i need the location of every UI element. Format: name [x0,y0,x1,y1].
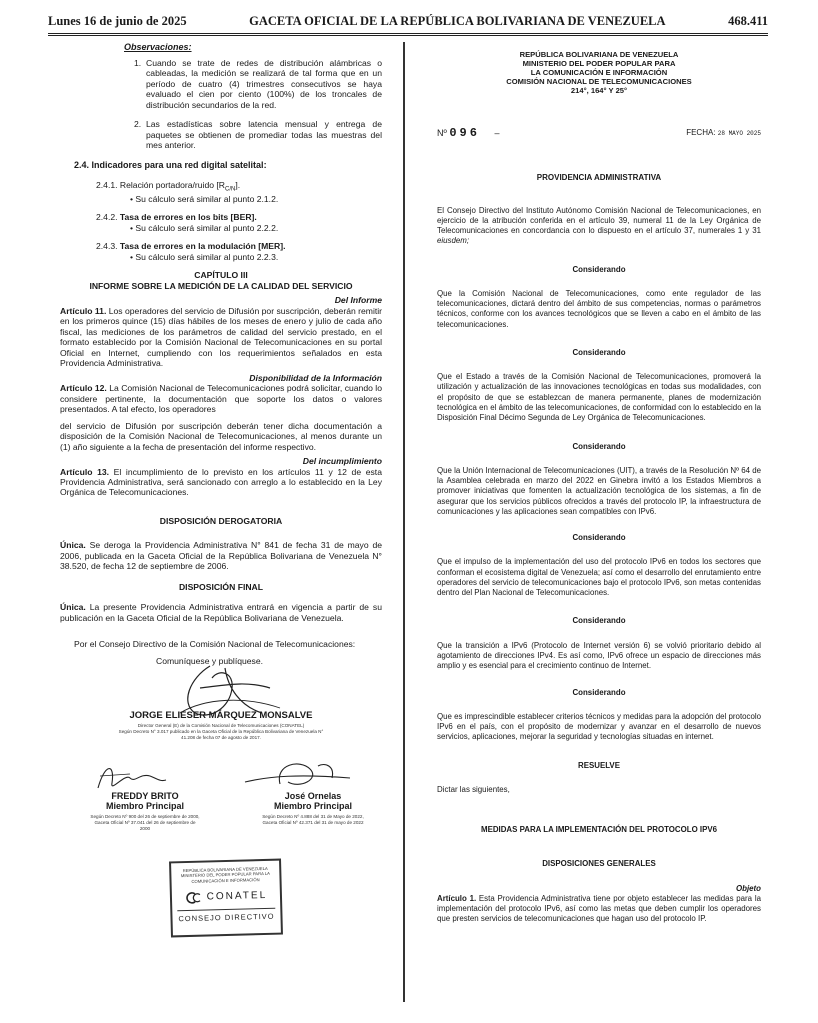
column-divider [403,42,405,1002]
considerando-heading: Considerando [572,687,626,697]
article-11: Artículo 11. Los operadores del servicio de Difusión por suscripción, deberán remitir en los primeros quince (15) días hábiles de los meses de enero y julio de cada año fiscal, las mediciones de los parámetros de calidad del servicio prestado, en el formato establecido por la Comisión Nacional de Telecomunicaciones en su portal Oficial en Internet, cumpliendo con los requerimientos señalados en esta Providencia Administrativa. [60,305,383,369]
signature-area [60,650,382,950]
signer-name: JORGE ELIESER MÁRQUEZ MONSALVE [129,709,313,721]
signer-ornelas-details: Según Decreto Nº 4.888 del 31 de Mayo de 2022, Gaceta Oficial Nº 42.371 del 31 de mayo de 2022 [262,813,364,825]
article-12: Artículo 12. La Comisión Nacional de Telecomunicaciones podrá solicitar, cuando lo considere pertinente, la documentación que soporte los datos o valores presentados. A tal efecto, los operadores [60,383,382,415]
signer-details: Director General (E) de la Comisión Nacional de Telecomunicaciones (CONATEL) Según Decreto N° 3.017 publicado en la Gaceta Oficial de la República Bolivariana de Venezuela N° 41.208 de fecha 07 de agosto de 2017. [118,722,324,740]
publish-line: Comuníquese y publíquese. [156,655,264,666]
considerando-heading: Considerando [572,533,626,543]
considerando-3: Que la Unión Internacional de Telecomunicaciones (UIT), a través de la Resolución Nº 64 de la Asamblea celebrada en marzo del 2022 en Ginebra invitó a los Estados Miembros a promover iniciativas que fomenten la actualización tecnológica de los sistemas, a fin de asegurar que los servicios públicos ofrecidos a través del protocolo IP, la infraestructura de comunicaciones y las aplicaciones sean compatibles con IPv6. [437,465,761,516]
signer-brito-details: Según Decreto Nº 900 del 26 de septiembre de 2000, Gaceta Oficial Nº 37.041 del 26 de septiembre de 2000 [90,813,200,831]
signer-ornelas: José Ornelas Miembro Principal [273,790,353,811]
header-title: GACETA OFICIAL DE LA REPÚBLICA BOLIVARIANA DE VENEZUELA [249,14,666,28]
considerando-heading: Considerando [572,264,626,274]
derogatory-text: Única. Se deroga la Providencia Administrativa N° 841 de fecha 31 de mayo de 2006, publicada en la Gaceta Oficial de la República Bolivariana de Venezuela N° 38.520, de fecha 12 de septiembre de 2006. [60,540,383,572]
article-side-title: Del Informe [334,295,382,306]
left-column [60,42,382,950]
list-item: 2. Las estadísticas sobre latencia mensual y entrega de paquetes se obtienen de promediar todas las muestras del mes anterior. [134,119,382,151]
header-date: Lunes 16 de junio de 2025 [48,14,187,28]
right-column [437,42,761,925]
gazette-header [48,10,768,36]
document-number: Nº 096 – [437,125,500,140]
institution-header: REPÚBLICA BOLIVARIANA DE VENEZUELA MINISTERIO DEL PODER POPULAR PARA LA COMUNICACIÓN E INFORMACIÓN COMISIÓN NACIONAL DE TELECOMUNICACIONES 214°, 164° Y 25° [506,50,692,96]
final-text: Única. La presente Providencia Administrativa entrará en vigencia a partir de su publicación en la Gaceta Oficial de la República Bolivariana de Venezuela. [60,602,382,623]
considerando-5: Que la transición a IPv6 (Protocolo de Internet versión 6) se volvió prioritario debido al agotamiento de direcciones IPv4. Es así como, IPv6 ofrece un espacio de direcciones más amplio y es esencial para el crecimiento continuo de Internet. [437,640,761,671]
signature-ornelas-image [240,754,360,794]
considerando-heading: Considerando [572,347,626,357]
chapter-title: INFORME SOBRE LA MEDICIÓN DE LA CALIDAD DEL SERVICIO [89,280,353,291]
observations-list [134,58,382,151]
article-side-title: Del incumplimiento [302,456,382,467]
council-line: Por el Consejo Directivo de la Comisión Nacional de Telecomunicaciones: [74,639,356,650]
considerando-1: Que la Comisión Nacional de Telecomunicaciones, como ente regulador de las telecomunicaciones, dictará dentro del ámbito de sus competencias, normas o parámetros técnicos, conforme con los avances tecnológicos que se lleven a cabo en el ámbito de las telecomunicaciones. [437,288,761,329]
final-title: DISPOSICIÓN FINAL [178,581,264,592]
article-1: Artículo 1. Esta Providencia Administrativa tiene por objeto establecer las medidas para la implementación del protocolo IPv6, así como las metas que deben cumplir los operadores que presten servicios de telecomunicaciones que hagan uso del protocolo IP. [437,893,761,924]
derogatory-title: DISPOSICIÓN DEROGATORIA [159,515,283,526]
article-12-continued: del servicio de Difusión por suscripción deberán tener dicha documentación a disposición de la Comisión Nacional de Telecomunicaciones, al menos durante un (1) año siguiente a la fecha de presentación del informe respectivo. [60,420,382,452]
intro-paragraph: El Consejo Directivo del Instituto Autónomo Comisión Nacional de Telecomunicaciones, en ejercicio de la atribución conferida en el artículo 39, numeral 11 de la Ley Orgánica de Telecomunicaciones en concordancia con lo dispuesto en el artículo 37, numerales 1 y 31 eiusdem; [437,205,761,246]
header-page-number: 468.411 [728,14,768,28]
conatel-logo-icon [185,891,203,903]
providencia-title: PROVIDENCIA ADMINISTRATIVA [536,173,662,183]
conatel-stamp: REPÚBLICA BOLIVARIANA DE VENEZUELA MINISTERIO DEL PODER POPULAR PARA LA COMUNICACIÓN E INFORMACIÓN CONATEL CONSEJO DIRECTIVO [169,858,283,937]
list-item: 1. Cuando se trate de redes de distribución alámbricas o cableadas, la medición se realizará de tal forma que en un período de cuatro (4) trimestres consecutivos se haya evaluado el cien por ciento (100%) de los troncales de distribución secundarios de la red. [134,57,382,110]
measures-title: MEDIDAS PARA LA IMPLEMENTACIÓN DEL PROTOCOLO IPV6 [481,825,717,835]
dictar-line: Dictar las siguientes, [437,784,510,794]
considerando-6: Que es imprescindible establecer criterios técnicos y medidas para la adopción del protocolo IPv6 en el país, con el propósito de modernizar y avanzar en el desarrollo de nuevos servicios, aplicaciones, mejorar la seguridad y tecnologías situadas en internet. [437,711,761,742]
resuelve-heading: RESUELVE [578,760,620,770]
document-number-row [437,126,761,142]
section-heading: 2.4. Indicadores para una red digital satelital: [74,159,267,170]
considerando-heading: Considerando [572,616,626,626]
document-date: FECHA: 28 MAYO 2025 [686,128,761,138]
chapter-number: CAPÍTULO III [194,270,248,281]
observations-title: Observaciones: [124,42,192,52]
considerando-heading: Considerando [572,441,626,451]
signer-brito: FREDDY BRITO Miembro Principal [105,790,185,811]
considerando-4: Que el impulso de la implementación del uso del protocolo IPv6 en todos los sectores que conforman el ecosistema digital de Venezuela; así como el desarrollo del enrutamiento entre operadores del servicio de telecomunicaciones bajo el protocolo IPv6, son metas contenidas dentro del Plan Nacional de Telecomunicaciones. [437,557,761,598]
indicator-item: 2.4.3. Tasa de errores en la modulación [MER]. • Su cálculo será similar al punto 2.2.3. [96,241,286,262]
indicator-item: 2.4.1. Relación portadora/ruido $[R_{C/N}]$. • Su cálculo será similar al punto 2.1.2. [96,179,279,204]
indicator-item: 2.4.2. Tasa de errores en los bits [BER]. • Su cálculo será similar al punto 2.2.2. [96,212,279,233]
general-provisions-title: DISPOSICIONES GENERALES [542,859,656,869]
article-side-title: Objeto [736,883,761,893]
article-side-title: Disponibilidad de la Información [249,372,382,383]
considerando-2: Que el Estado a través de la Comisión Nacional de Telecomunicaciones, promoverá la utilización y actualización de las innovaciones tecnológicas en todas sus modalidades, con el propósito de que se establezcan de manera permanente, planes de modernización tecnológica en el ámbito de las telecomunicaciones, de conformidad con lo establecido en la Disposición Final Décimo Segunda de Ley Orgánica de Telecomunicaciones. [437,372,761,423]
article-13: Artículo 13. El incumplimiento de lo previsto en los artículos 11 y 12 de esta Providencia Administrativa, será sancionado con arreglo a lo establecido en la Ley Orgánica de Telecomunicaciones. [60,466,382,498]
